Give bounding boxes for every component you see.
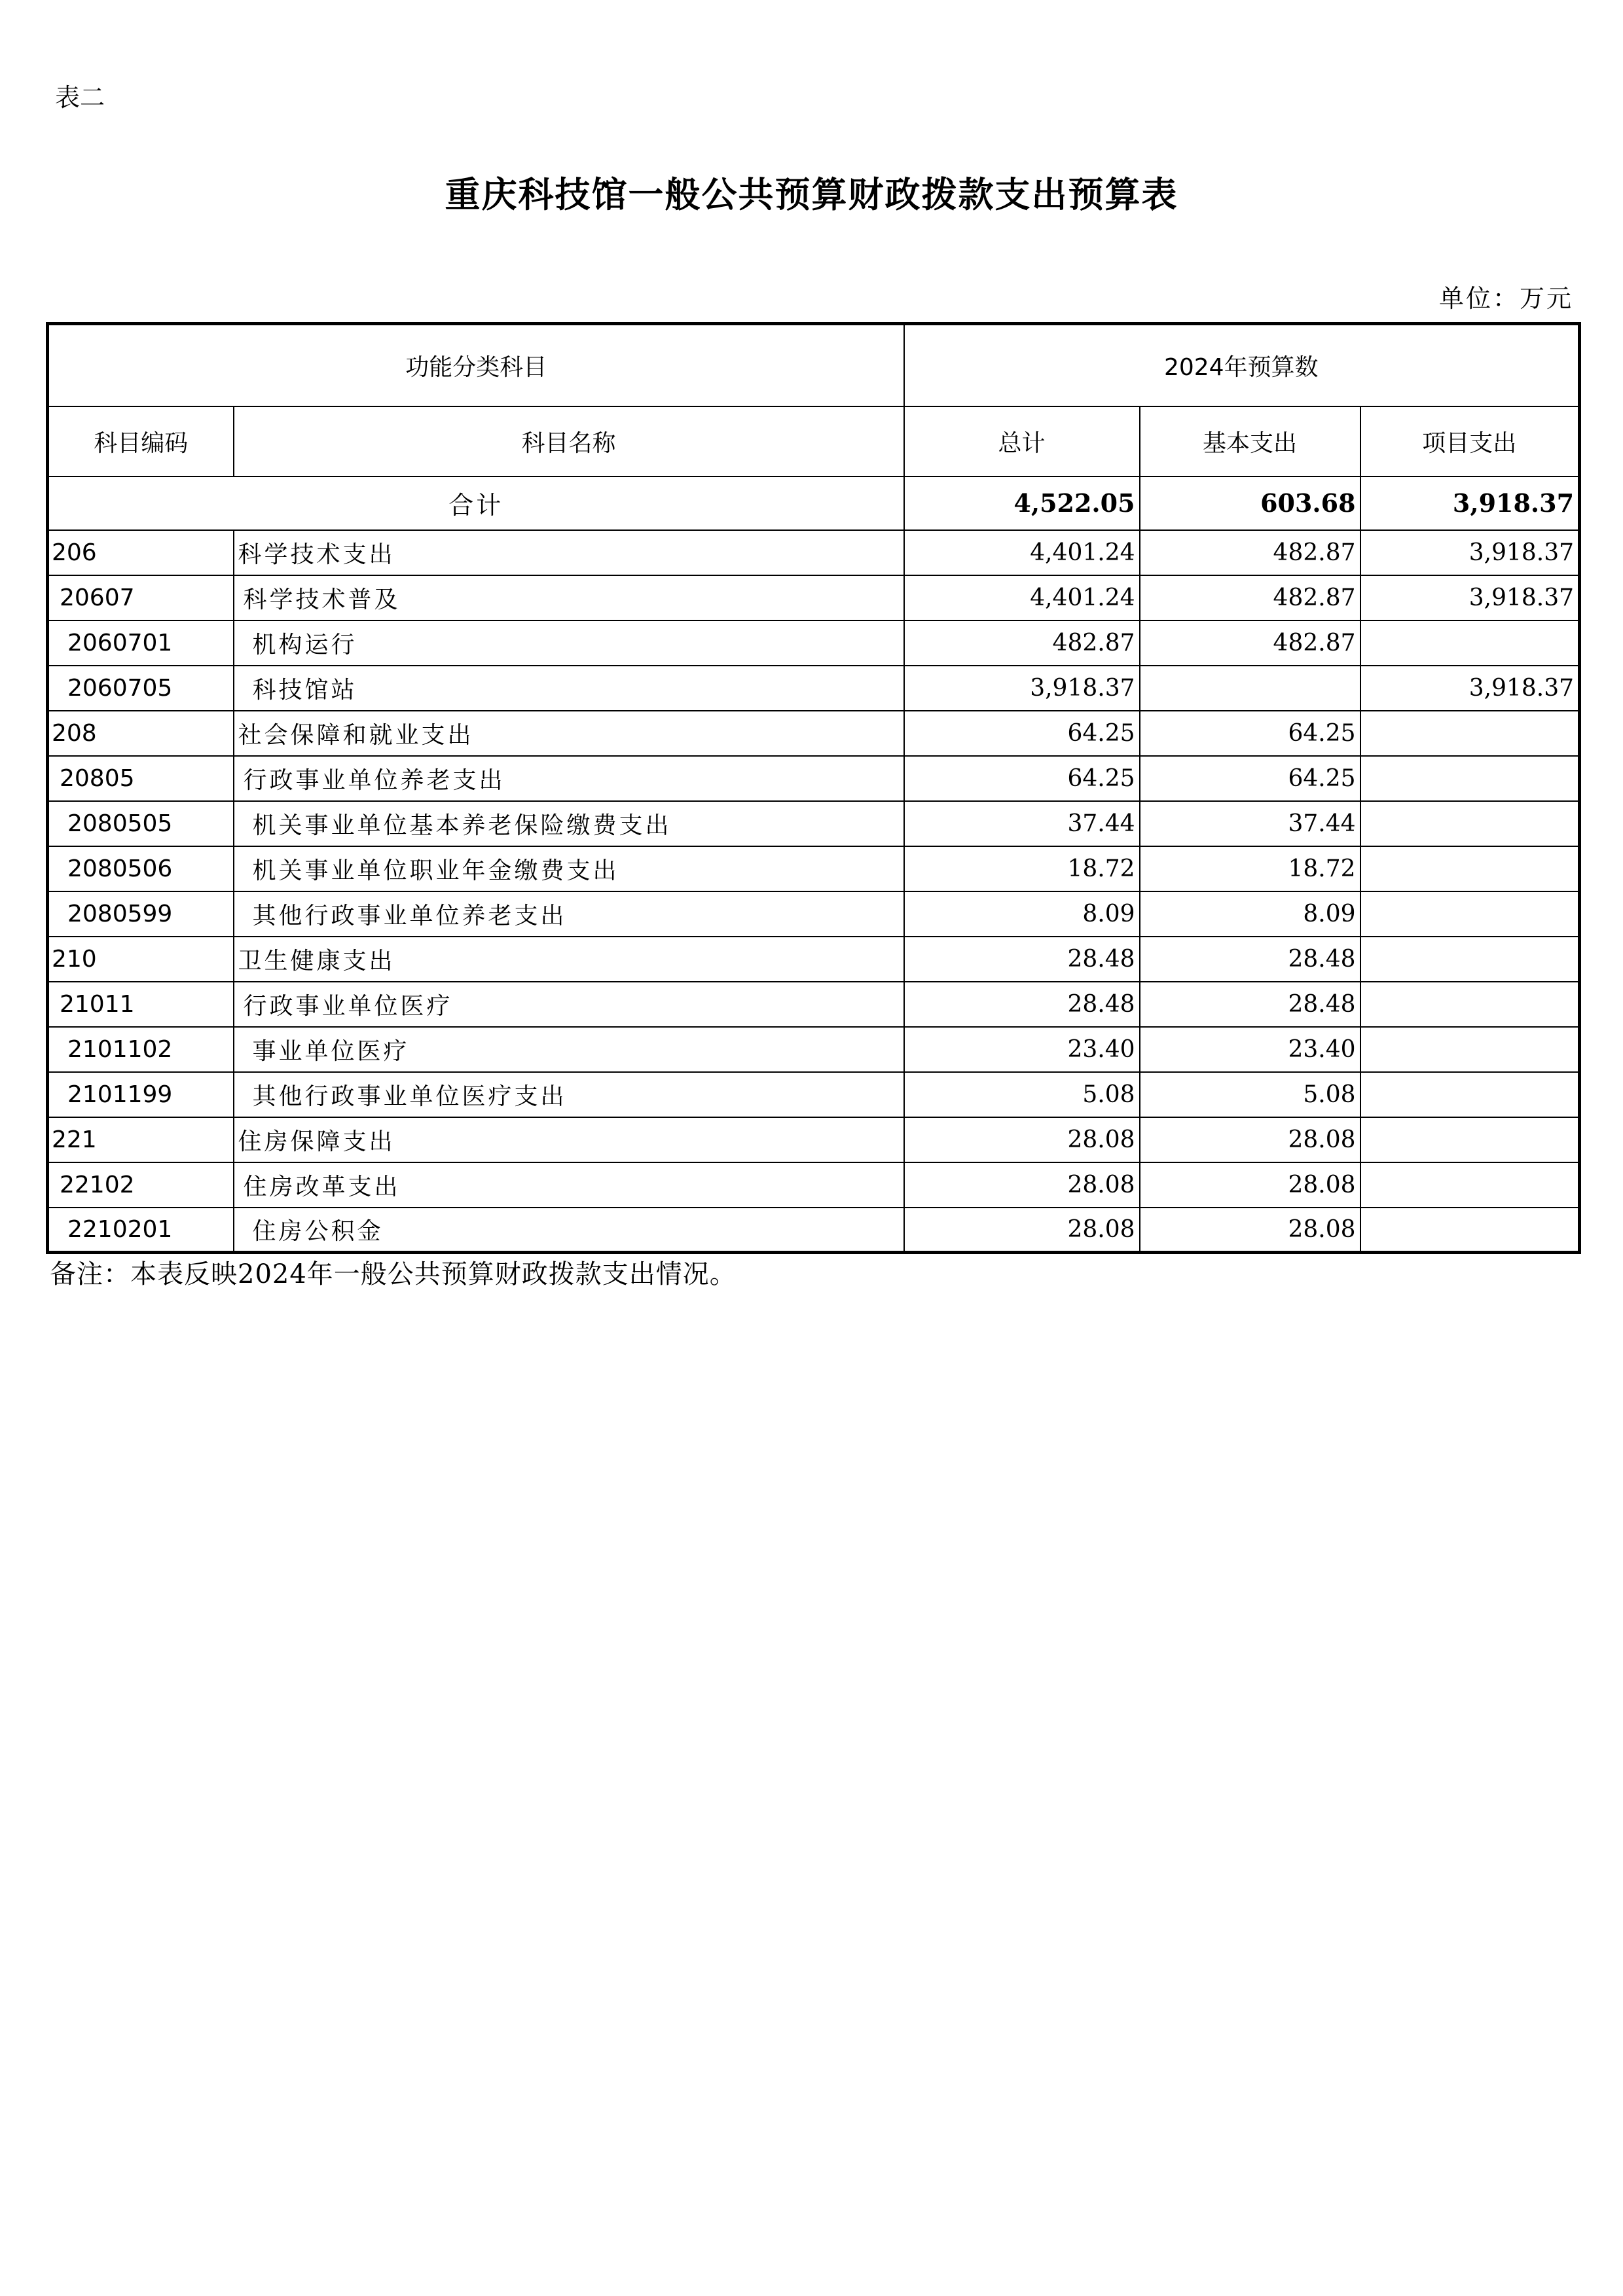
row-basic: 28.08: [1140, 1117, 1360, 1162]
row-project: [1360, 1162, 1580, 1208]
row-total: 37.44: [904, 801, 1140, 846]
row-code: 206: [48, 530, 234, 575]
header-total: 总计: [904, 406, 1140, 476]
header-project: 项目支出: [1360, 406, 1580, 476]
row-basic: 28.48: [1140, 937, 1360, 982]
row-total: 28.08: [904, 1117, 1140, 1162]
row-code: 2060705: [48, 666, 234, 711]
header-name: 科目名称: [234, 406, 904, 476]
total-total: 4,522.05: [904, 476, 1140, 530]
row-total: 482.87: [904, 620, 1140, 666]
row-project: [1360, 937, 1580, 982]
budget-table: [46, 322, 1581, 1254]
row-code: 21011: [48, 982, 234, 1027]
row-name: 行政事业单位医疗: [234, 982, 904, 1027]
row-project: [1360, 1208, 1580, 1253]
row-code: 20607: [48, 575, 234, 620]
table-row: [48, 575, 1580, 620]
table-row: [48, 711, 1580, 756]
row-total: 3,918.37: [904, 666, 1140, 711]
row-basic: 482.87: [1140, 620, 1360, 666]
row-basic: 28.08: [1140, 1162, 1360, 1208]
row-basic: [1140, 666, 1360, 711]
row-code: 2080505: [48, 801, 234, 846]
row-total: 28.48: [904, 982, 1140, 1027]
row-total: 28.08: [904, 1208, 1140, 1253]
row-basic: 8.09: [1140, 891, 1360, 937]
row-code: 2101199: [48, 1072, 234, 1117]
row-code: 2080506: [48, 846, 234, 891]
row-basic: 5.08: [1140, 1072, 1360, 1117]
footnote: 备注：本表反映2024年一般公共预算财政拨款支出情况。: [50, 1259, 737, 1289]
row-name: 科学技术普及: [234, 575, 904, 620]
row-project: [1360, 982, 1580, 1027]
table-row: [48, 982, 1580, 1027]
row-project: [1360, 891, 1580, 937]
row-total: 5.08: [904, 1072, 1140, 1117]
row-name: 卫生健康支出: [234, 937, 904, 982]
table-row: [48, 801, 1580, 846]
table-row: [48, 1072, 1580, 1117]
table-label: 表二: [55, 83, 105, 112]
row-basic: 23.40: [1140, 1027, 1360, 1072]
row-basic: 28.48: [1140, 982, 1360, 1027]
row-name: 机关事业单位基本养老保险缴费支出: [234, 801, 904, 846]
table-row: [48, 1208, 1580, 1253]
header-row-columns: [48, 406, 1580, 476]
row-total: 64.25: [904, 711, 1140, 756]
table-row: [48, 756, 1580, 801]
header-budget-2024: 2024年预算数: [904, 324, 1580, 406]
row-name: 事业单位医疗: [234, 1027, 904, 1072]
row-name: 其他行政事业单位医疗支出: [234, 1072, 904, 1117]
row-code: 210: [48, 937, 234, 982]
row-code: 208: [48, 711, 234, 756]
table-row: [48, 846, 1580, 891]
row-code: 22102: [48, 1162, 234, 1208]
row-code: 2101102: [48, 1027, 234, 1072]
row-project: [1360, 620, 1580, 666]
row-name: 科技馆站: [234, 666, 904, 711]
row-name: 机构运行: [234, 620, 904, 666]
row-basic: 64.25: [1140, 711, 1360, 756]
header-row-group: [48, 324, 1580, 406]
row-name: 社会保障和就业支出: [234, 711, 904, 756]
unit-label: 单位：万元: [1438, 284, 1573, 313]
row-name: 住房保障支出: [234, 1117, 904, 1162]
row-code: 221: [48, 1117, 234, 1162]
row-name: 科学技术支出: [234, 530, 904, 575]
row-total: 28.08: [904, 1162, 1140, 1208]
row-total: 64.25: [904, 756, 1140, 801]
total-label: 合计: [48, 476, 904, 530]
table-header: [48, 324, 1580, 530]
row-total: 4,401.24: [904, 530, 1140, 575]
row-code: 2060701: [48, 620, 234, 666]
table-row: [48, 1027, 1580, 1072]
table-row: [48, 1117, 1580, 1162]
row-total: 4,401.24: [904, 575, 1140, 620]
row-total: 8.09: [904, 891, 1140, 937]
table-row: [48, 666, 1580, 711]
row-project: [1360, 711, 1580, 756]
row-code: 2210201: [48, 1208, 234, 1253]
row-name: 机关事业单位职业年金缴费支出: [234, 846, 904, 891]
table-row: [48, 1162, 1580, 1208]
row-total: 18.72: [904, 846, 1140, 891]
total-row: [48, 476, 1580, 530]
table-row: [48, 530, 1580, 575]
table-row: [48, 891, 1580, 937]
row-basic: 37.44: [1140, 801, 1360, 846]
header-basic: 基本支出: [1140, 406, 1360, 476]
row-code: 2080599: [48, 891, 234, 937]
row-total: 28.48: [904, 937, 1140, 982]
row-basic: 18.72: [1140, 846, 1360, 891]
header-function-category: 功能分类科目: [48, 324, 904, 406]
row-project: [1360, 756, 1580, 801]
table-body: [48, 530, 1580, 1253]
total-project: 3,918.37: [1360, 476, 1580, 530]
row-code: 20805: [48, 756, 234, 801]
row-project: [1360, 1072, 1580, 1117]
row-project: [1360, 1027, 1580, 1072]
page-title: 重庆科技馆一般公共预算财政拨款支出预算表: [445, 173, 1178, 215]
row-name: 行政事业单位养老支出: [234, 756, 904, 801]
total-basic: 603.68: [1140, 476, 1360, 530]
row-project: 3,918.37: [1360, 666, 1580, 711]
row-basic: 482.87: [1140, 530, 1360, 575]
row-project: [1360, 846, 1580, 891]
row-basic: 28.08: [1140, 1208, 1360, 1253]
table-row: [48, 937, 1580, 982]
row-project: 3,918.37: [1360, 575, 1580, 620]
table-row: [48, 620, 1580, 666]
row-project: [1360, 1117, 1580, 1162]
row-name: 住房公积金: [234, 1208, 904, 1253]
row-project: [1360, 801, 1580, 846]
row-total: 23.40: [904, 1027, 1140, 1072]
row-name: 住房改革支出: [234, 1162, 904, 1208]
row-name: 其他行政事业单位养老支出: [234, 891, 904, 937]
header-code: 科目编码: [48, 406, 234, 476]
row-basic: 64.25: [1140, 756, 1360, 801]
row-basic: 482.87: [1140, 575, 1360, 620]
row-project: 3,918.37: [1360, 530, 1580, 575]
